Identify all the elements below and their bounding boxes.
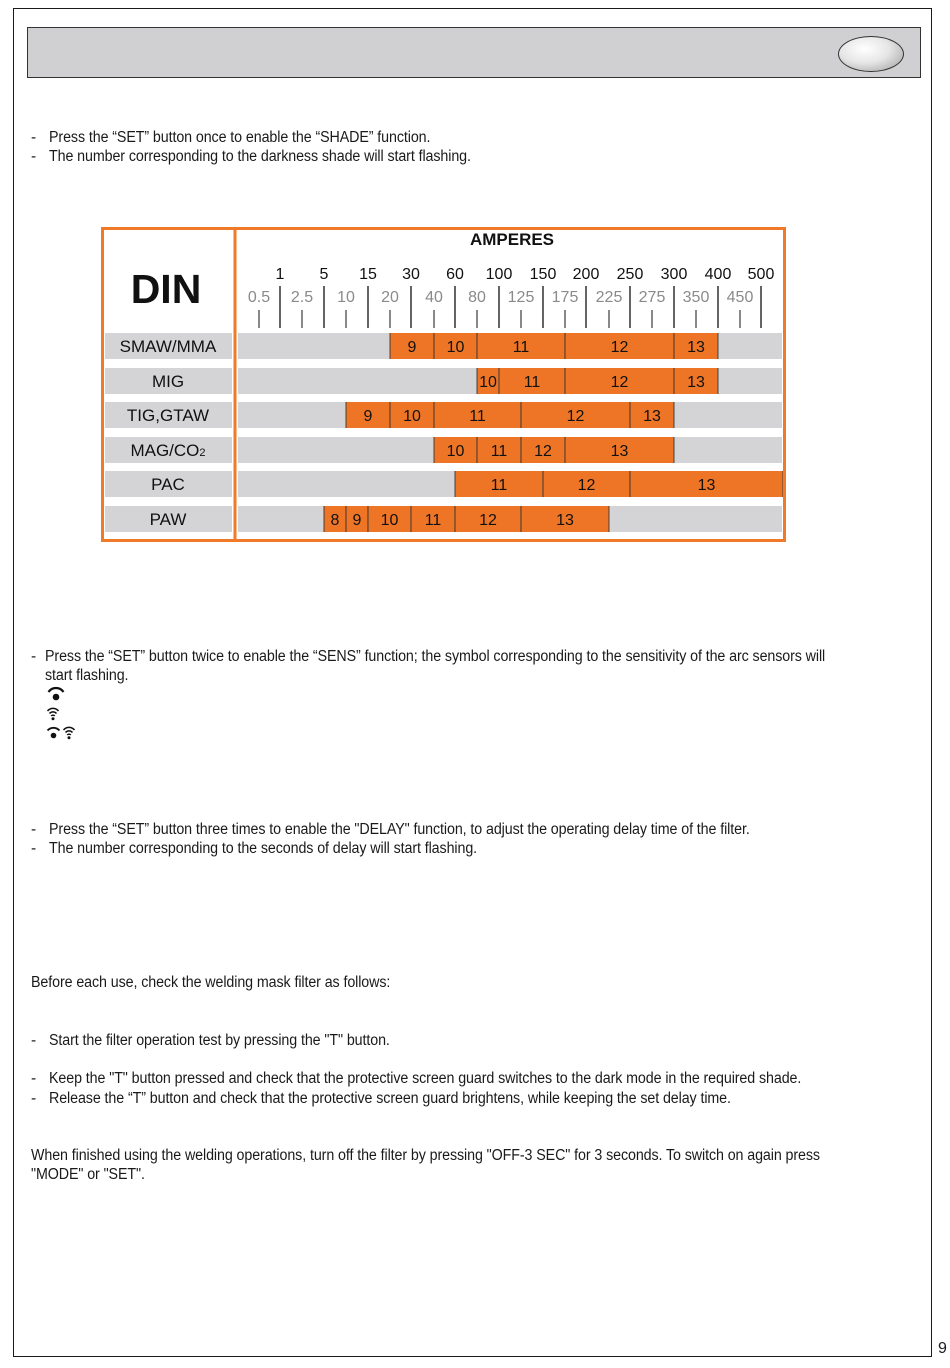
sensor-high-icon [46,726,78,740]
amp-major-label: 30 [402,266,420,283]
amp-minor-label: 350 [682,289,710,306]
amp-minor-label: 450 [726,289,754,306]
shade-number: 13 [643,408,661,425]
process-label: PAC [151,475,185,494]
check-bullet-2: Keep the "T" button pressed and check that the protective screen guard switches to the dark mode in the required shade. [49,1070,802,1087]
amp-minor-label: 40 [425,289,443,306]
bullet-dash: - [31,648,37,665]
process-label: PAW [149,510,187,529]
bullet-dash: - [31,1032,37,1049]
amp-major-label: 400 [704,266,732,283]
bullet-dash: - [31,148,37,165]
amp-major-label: 15 [359,266,377,283]
amp-minor-label: 175 [551,289,579,306]
amp-minor-label: 125 [507,289,535,306]
bullet-dash: - [31,129,37,146]
shade-number: 13 [556,512,574,529]
page-number: 9 [938,1340,947,1357]
amp-minor-label: 10 [337,289,355,306]
off-text-line-2: "MODE" or "SET". [31,1166,145,1183]
shade-number: 12 [534,443,552,460]
shade-number: 8 [330,512,340,529]
din-label: DIN [130,266,202,312]
amp-minor-label: 2.5 [290,289,314,306]
amp-major-label: 5 [319,266,329,283]
bullet-dash: - [31,821,37,838]
bullet-dash: - [31,1070,37,1087]
shade-number: 9 [407,339,417,356]
din-shade-chart [0,0,950,560]
shade-number: 13 [610,443,629,460]
shade-number: 13 [697,477,716,494]
shade-number: 11 [424,512,442,529]
sens-bullet-line-1: Press the “SET” button twice to enable the “SENS” function; the symbol corresponding to the sensitivity of the arc sensors will [45,648,826,665]
amp-major-label: 200 [572,266,600,283]
shade-number: 10 [403,408,421,425]
check-bullet-3: Release the “T” button and check that the protective screen guard brightens, while keeping the set delay time. [49,1090,731,1107]
amp-major-label: 300 [660,266,688,283]
process-label: MAG/CO2 [130,441,206,460]
amp-major-label: 500 [747,266,775,283]
shade-number: 10 [380,512,399,529]
delay-bullet-1: Press the “SET” button three times to enable the "DELAY" function, to adjust the operating delay time of the filter. [49,821,750,838]
amp-major-label: 150 [529,266,557,283]
shade-number: 9 [352,512,362,529]
shade-number: 10 [446,443,465,460]
shade-number: 11 [490,477,508,494]
shade-bullet-2: The number corresponding to the darkness shade will start flashing. [49,148,471,165]
shade-number: 11 [469,408,486,425]
amp-major-label: 1 [275,266,285,283]
bullet-dash: - [31,1090,37,1107]
shade-number: 11 [512,339,530,356]
delay-bullet-2: The number corresponding to the seconds of delay will start flashing. [49,840,478,857]
sensor-low-icon [46,686,66,702]
shade-number: 9 [363,408,373,425]
shade-number: 12 [479,512,497,529]
amp-major-label: 60 [446,266,464,283]
amp-minor-label: 275 [638,289,666,306]
shade-number: 12 [610,374,629,391]
amp-minor-label: 20 [381,289,399,306]
sensor-medium-icon [46,707,60,721]
shade-bullet-1: Press the “SET” button once to enable the “SHADE” function. [49,129,431,146]
off-text-line-1: When finished using the welding operations, turn off the filter by pressing "OFF-3 SEC" for 3 seconds. To switch on again press [31,1147,820,1164]
shade-number: 10 [479,374,497,391]
process-label: TIG,GTAW [126,406,210,425]
shade-number: 11 [523,374,541,391]
shade-number: 11 [490,443,508,460]
bullet-dash: - [31,840,37,857]
shade-number: 13 [687,374,705,391]
amperes-title: AMPERES [469,230,555,249]
process-label: MIG [151,372,185,391]
amp-major-label: 100 [485,266,513,283]
shade-number: 10 [446,339,465,356]
amp-minor-label: 80 [468,289,486,306]
amp-minor-label: 0.5 [247,289,271,306]
check-intro: Before each use, check the welding mask filter as follows: [31,974,391,991]
amp-major-label: 250 [616,266,644,283]
amp-minor-label: 225 [595,289,623,306]
shade-number: 12 [566,408,585,425]
process-label: SMAW/MMA [119,337,217,356]
check-bullet-1: Start the filter operation test by pressing the "T" button. [49,1032,390,1049]
shade-number: 13 [687,339,705,356]
sens-bullet-line-2: start flashing. [45,667,129,684]
shade-number: 12 [610,339,629,356]
shade-number: 12 [577,477,596,494]
